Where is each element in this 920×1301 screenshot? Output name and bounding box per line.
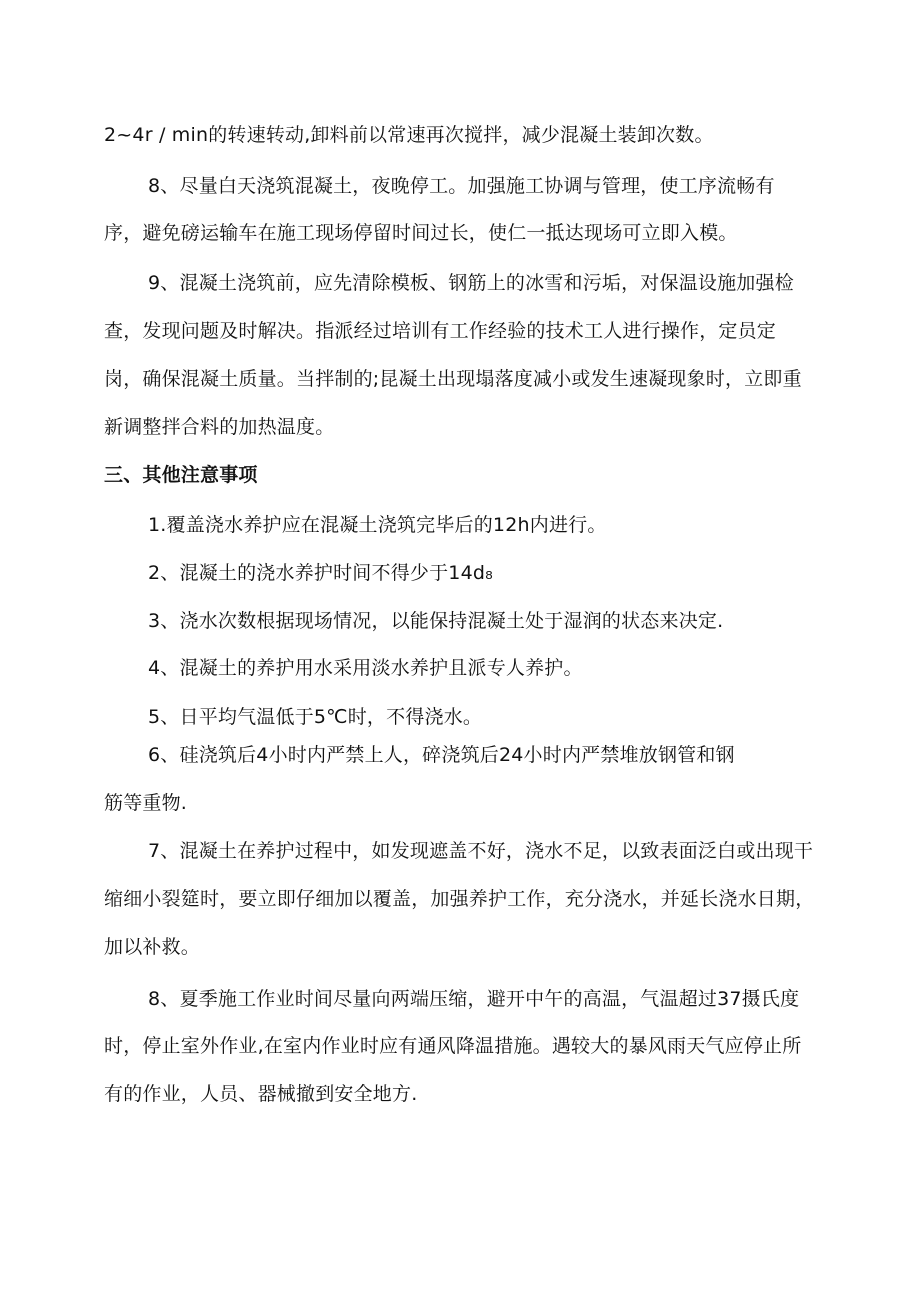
- text-line-13: 6、硅浇筑后4小时内严禁上人，碎浇筑后24小时内严禁堆放钢管和钢: [148, 744, 735, 766]
- text-line-11: 4、混凝土的养护用水采用淡水养护且派专人养护。: [148, 657, 583, 679]
- text-line-8: 1.覆盖浇水养护应在混凝土浇筑完毕后的12h内进行。: [148, 514, 607, 536]
- text-line-18: 8、夏季施工作业时间尽量向两端压缩，避开中午的高温，气温超过37摄氏度: [148, 988, 800, 1010]
- text-line-3: 序，避免磅运输车在施工现场停留时间过长，使仁一抵达现场可立即入模。: [104, 222, 738, 244]
- text-line-17: 加以补救。: [104, 936, 201, 958]
- text-line-7: 新调整拌合料的加热温度。: [104, 416, 335, 438]
- text-line-14: 筋等重物.: [104, 792, 188, 814]
- text-line-6: 岗，确保混凝土质量。当拌制的;昆凝土出现塌落度减小或发生速凝现象时，立即重: [104, 368, 802, 390]
- text-line-10: 3、浇水次数根据现场情况，以能保持混凝土处于湿润的状态来决定.: [148, 610, 724, 632]
- text-line-20: 有的作业，人员、器械撤到安全地方.: [104, 1083, 418, 1105]
- text-line-19: 时，停止室外作业,在室内作业时应有通风降温措施。遇较大的暴风雨天气应停止所: [104, 1035, 802, 1057]
- text-line-15: 7、混凝土在养护过程中，如发现遮盖不好，浇水不足，以致表面泛白或出现干: [148, 840, 814, 862]
- text-line-2: 8、尽量白天浇筑混凝土，夜晚停工。加强施工协调与管理，使工序流畅有: [148, 175, 775, 197]
- section-heading: 三、其他注意事项: [104, 464, 258, 486]
- text-line-16: 缩细小裂筵时，要立即仔细加以覆盖，加强养护工作，充分浇水，并延长浇水日期，: [104, 888, 815, 910]
- text-line-4: 9、混凝土浇筑前，应先清除模板、钢筋上的冰雪和污垢，对保温设施加强检: [148, 272, 794, 294]
- text-line-1: 2~4r / min的转速转动,卸料前以常速再次搅拌，减少混凝土装卸次数。: [104, 124, 714, 146]
- text-line-12: 5、日平均气温低于5℃时，不得浇水。: [148, 706, 483, 728]
- text-line-9: 2、混凝土的浇水养护时间不得少于14d₈: [148, 562, 493, 584]
- text-line-5: 查，发现问题及时解决。指派经过培训有工作经验的技术工人进行操作，定员定: [104, 320, 777, 342]
